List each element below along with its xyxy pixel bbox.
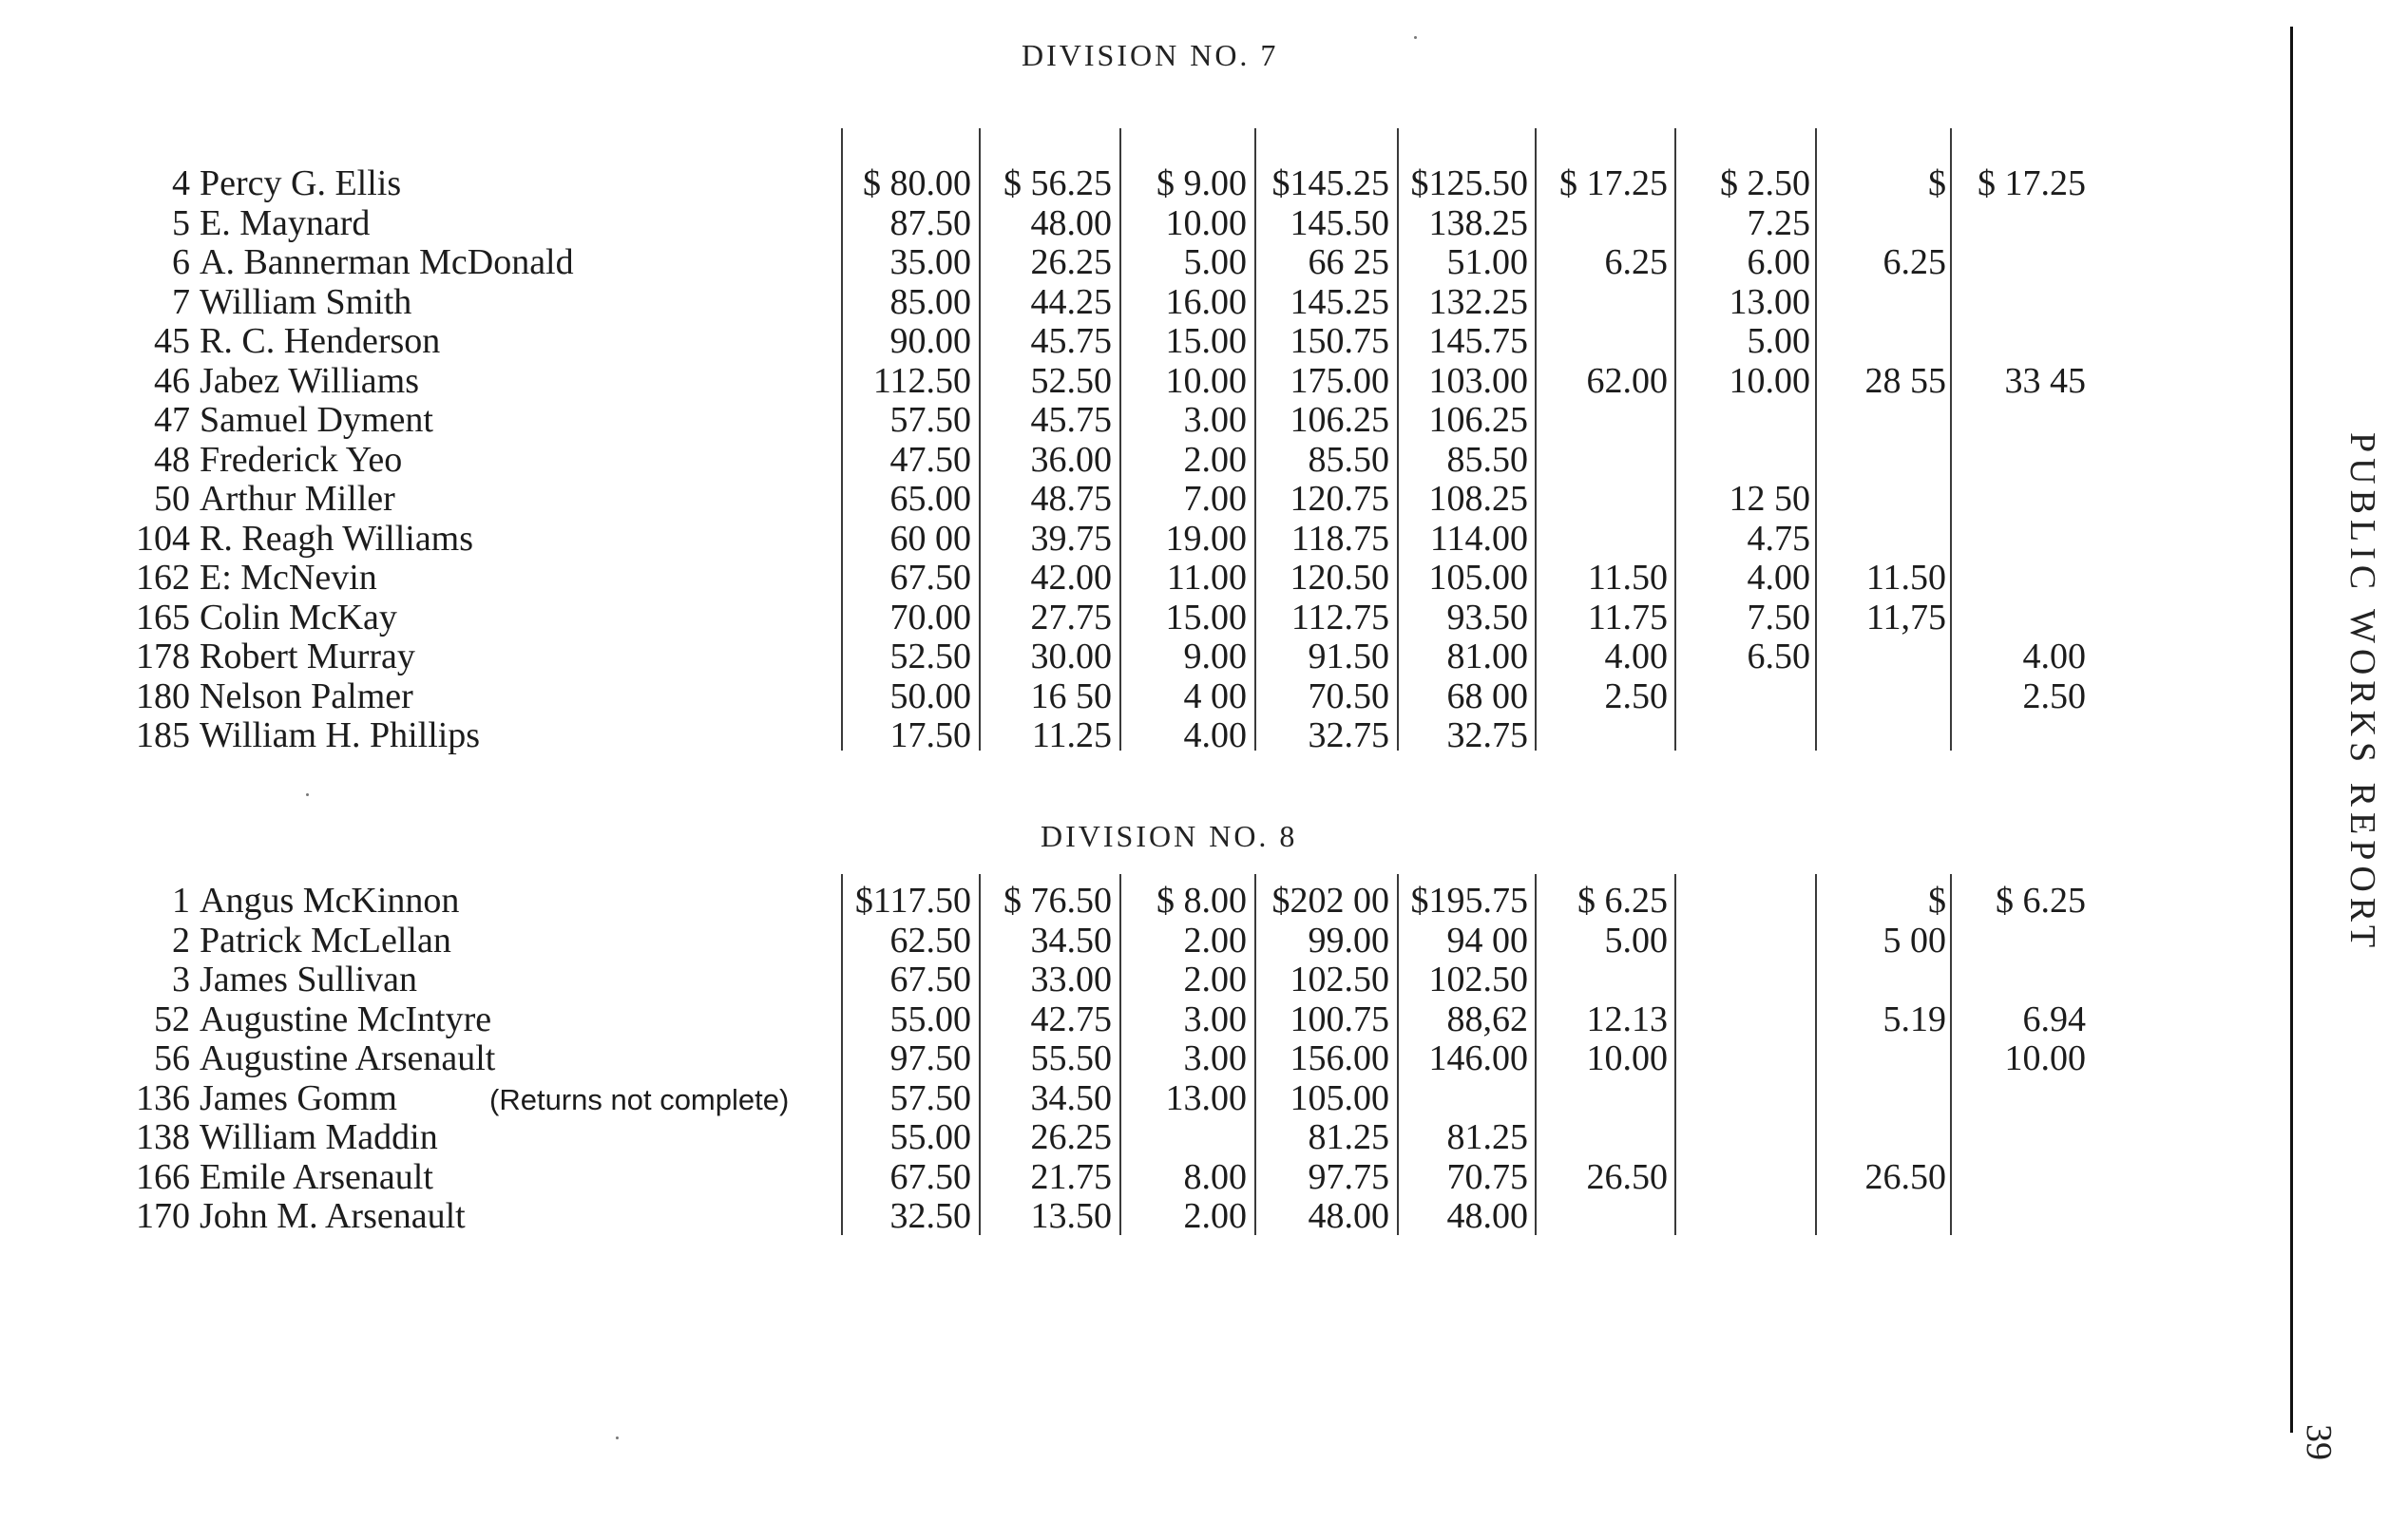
amount-cell: 90.00	[889, 321, 971, 361]
amount-cell: $145.25	[1271, 163, 1389, 203]
amount-cell: 52.50	[1030, 361, 1112, 401]
amount-cell: 36.00	[1030, 440, 1112, 480]
amount-cell: 70.75	[1446, 1157, 1528, 1197]
division-heading: DIVISION NO. 8	[1041, 819, 1298, 853]
row-name: Augustine McIntyre	[200, 999, 492, 1039]
amount-cell: 81.25	[1446, 1117, 1528, 1157]
amount-cell: 146.00	[1428, 1038, 1528, 1078]
amount-cell: 105.00	[1290, 1078, 1389, 1118]
amount-cell: 105.00	[1428, 558, 1528, 598]
amount-cell: 32.50	[889, 1196, 971, 1236]
amount-cell: 10.00	[1165, 203, 1247, 243]
amount-cell: 10.00	[1165, 361, 1247, 401]
row-name: Samuel Dyment	[200, 400, 433, 440]
amount-cell: $ 6.25	[1577, 881, 1668, 921]
table-row	[0, 558, 2138, 598]
amount-cell: 11.00	[1166, 558, 1247, 598]
row-number: 3	[172, 960, 190, 999]
amount-cell: 11.75	[1587, 598, 1668, 637]
amount-cell: 48.00	[1308, 1196, 1389, 1236]
amount-cell: 97.75	[1308, 1157, 1389, 1197]
amount-cell: 97.50	[889, 1038, 971, 1078]
row-name: William Maddin	[200, 1117, 438, 1157]
row-number: 48	[154, 440, 190, 480]
amount-cell: 48.75	[1030, 479, 1112, 519]
amount-cell: $ 56.25	[1003, 163, 1112, 203]
table-row	[0, 479, 2138, 519]
amount-cell: 27.75	[1030, 598, 1112, 637]
amount-cell: 42.00	[1030, 558, 1112, 598]
amount-cell: 5.00	[1183, 242, 1247, 282]
amount-cell: 114.00	[1429, 519, 1528, 559]
page-number: 39	[2299, 1424, 2339, 1460]
amount-cell: 34.50	[1030, 1078, 1112, 1118]
row-name: William Smith	[200, 282, 412, 322]
amount-cell: 10.00	[1586, 1038, 1668, 1078]
row-number: 138	[136, 1117, 190, 1157]
row-number: 47	[154, 400, 190, 440]
row-number: 52	[154, 999, 190, 1039]
amount-cell: 145.75	[1428, 321, 1528, 361]
amount-cell: 145.25	[1290, 282, 1389, 322]
row-name: Colin McKay	[200, 598, 397, 637]
row-name: Robert Murray	[200, 637, 415, 676]
amount-cell: $	[1928, 163, 1946, 203]
table-row	[0, 598, 2138, 637]
amount-cell: 19.00	[1165, 519, 1247, 559]
amount-cell: 16.00	[1165, 282, 1247, 322]
amount-cell: 32.75	[1446, 715, 1528, 755]
amount-cell: 6.25	[1882, 242, 1946, 282]
row-name: Angus McKinnon	[200, 881, 460, 921]
amount-cell: 2.00	[1183, 440, 1247, 480]
amount-cell: 5.00	[1747, 321, 1810, 361]
amount-cell: 33.00	[1030, 960, 1112, 999]
table-row	[0, 921, 2138, 961]
amount-cell: 138.25	[1428, 203, 1528, 243]
table-row	[0, 163, 2138, 203]
row-number: 46	[154, 361, 190, 401]
amount-cell: 11.25	[1031, 715, 1112, 755]
row-number: 104	[136, 519, 190, 559]
amount-cell: 9.00	[1183, 637, 1247, 676]
amount-cell: $202 00	[1271, 881, 1389, 921]
amount-cell: 5.00	[1604, 921, 1668, 961]
amount-cell: 81.00	[1446, 637, 1528, 676]
row-name: Nelson Palmer	[200, 676, 413, 716]
amount-cell: 7.00	[1183, 479, 1247, 519]
row-name: James Sullivan	[200, 960, 418, 999]
amount-cell: 7.25	[1747, 203, 1810, 243]
amount-cell: 2.50	[2022, 676, 2086, 716]
amount-cell: 108.25	[1428, 479, 1528, 519]
amount-cell: 21.75	[1030, 1157, 1112, 1197]
row-name: R. C. Henderson	[200, 321, 441, 361]
amount-cell: 55.00	[889, 999, 971, 1039]
amount-cell: $117.50	[854, 881, 971, 921]
amount-cell: 93.50	[1446, 598, 1528, 637]
amount-cell: 62.50	[889, 921, 971, 961]
table-row	[0, 960, 2138, 999]
amount-cell: 4 00	[1183, 676, 1247, 716]
print-speck	[306, 793, 309, 796]
table-row	[0, 881, 2138, 921]
table-row	[0, 361, 2138, 401]
amount-cell: 35.00	[889, 242, 971, 282]
amount-cell: 7.50	[1747, 598, 1810, 637]
amount-cell: 3.00	[1183, 999, 1247, 1039]
amount-cell: 11.50	[1865, 558, 1946, 598]
amount-cell: $ 17.25	[1559, 163, 1668, 203]
amount-cell: 62.00	[1586, 361, 1668, 401]
table-row	[0, 637, 2138, 676]
amount-cell: 12.13	[1586, 999, 1668, 1039]
amount-cell: 87.50	[889, 203, 971, 243]
amount-cell: 5 00	[1882, 921, 1946, 961]
row-number: 4	[172, 163, 190, 203]
row-number: 56	[154, 1038, 190, 1078]
table-row	[0, 676, 2138, 716]
row-name: E: McNevin	[200, 558, 377, 598]
table-row	[0, 715, 2138, 755]
amount-cell: 112.75	[1290, 598, 1389, 637]
amount-cell: 112.50	[872, 361, 971, 401]
print-speck	[616, 1436, 619, 1439]
amount-cell: 70.00	[889, 598, 971, 637]
table-row	[0, 519, 2138, 559]
row-name: Patrick McLellan	[200, 921, 451, 961]
row-number: 180	[136, 676, 190, 716]
amount-cell: 100.75	[1290, 999, 1389, 1039]
row-number: 1	[172, 881, 190, 921]
amount-cell: 57.50	[889, 1078, 971, 1118]
table-row	[0, 999, 2138, 1039]
amount-cell: 30.00	[1030, 637, 1112, 676]
amount-cell: 4.75	[1747, 519, 1810, 559]
amount-cell: 26.50	[1864, 1157, 1946, 1197]
amount-cell: 52.50	[889, 637, 971, 676]
row-number: 2	[172, 921, 190, 961]
amount-cell: 55.50	[1030, 1038, 1112, 1078]
table-row	[0, 400, 2138, 440]
amount-cell: 118.75	[1290, 519, 1389, 559]
amount-cell: $ 80.00	[863, 163, 971, 203]
amount-cell: 48.00	[1030, 203, 1112, 243]
row-name: E. Maynard	[200, 203, 371, 243]
amount-cell: 67.50	[889, 558, 971, 598]
row-name: James Gomm	[200, 1078, 397, 1118]
amount-cell: 55.00	[889, 1117, 971, 1157]
amount-cell: 99.00	[1308, 921, 1389, 961]
amount-cell: 68 00	[1446, 676, 1528, 716]
amount-cell: 34.50	[1030, 921, 1112, 961]
amount-cell: 17.50	[889, 715, 971, 755]
amount-cell: 16 50	[1030, 676, 1112, 716]
amount-cell: $125.50	[1410, 163, 1528, 203]
amount-cell: 94 00	[1446, 921, 1528, 961]
amount-cell: 10.00	[1729, 361, 1810, 401]
amount-cell: 120.50	[1290, 558, 1389, 598]
amount-cell: 45.75	[1030, 400, 1112, 440]
page-edge-rule	[2290, 27, 2293, 1433]
amount-cell: 50.00	[889, 676, 971, 716]
table-row	[0, 1157, 2138, 1197]
amount-cell: 85.50	[1446, 440, 1528, 480]
row-note: (Returns not complete)	[489, 1083, 790, 1116]
amount-cell: $195.75	[1410, 881, 1528, 921]
amount-cell: 26.50	[1586, 1157, 1668, 1197]
print-speck	[1414, 36, 1417, 39]
table-row	[0, 440, 2138, 480]
amount-cell: 28 55	[1864, 361, 1946, 401]
amount-cell: 4.00	[1183, 715, 1247, 755]
amount-cell: 13.00	[1165, 1078, 1247, 1118]
amount-cell: 26.25	[1030, 242, 1112, 282]
amount-cell: 47.50	[889, 440, 971, 480]
row-number: 45	[154, 321, 190, 361]
amount-cell: 5.19	[1882, 999, 1946, 1039]
amount-cell: 6.25	[1604, 242, 1668, 282]
row-number: 170	[136, 1196, 190, 1236]
row-number: 6	[172, 242, 190, 282]
row-name: Frederick Yeo	[200, 440, 403, 480]
amount-cell: 44.25	[1030, 282, 1112, 322]
row-name: R. Reagh Williams	[200, 519, 474, 559]
amount-cell: 67.50	[889, 1157, 971, 1197]
amount-cell: 150.75	[1290, 321, 1389, 361]
amount-cell: 85.00	[889, 282, 971, 322]
amount-cell: 13.00	[1729, 282, 1810, 322]
amount-cell: 85.50	[1308, 440, 1389, 480]
amount-cell: 60 00	[889, 519, 971, 559]
amount-cell: 26.25	[1030, 1117, 1112, 1157]
amount-cell: 11.50	[1587, 558, 1668, 598]
amount-cell: 32.75	[1308, 715, 1389, 755]
amount-cell: 81.25	[1308, 1117, 1389, 1157]
amount-cell: 6.50	[1747, 637, 1810, 676]
row-number: 185	[136, 715, 190, 755]
amount-cell: $ 2.50	[1720, 163, 1810, 203]
amount-cell: 67.50	[889, 960, 971, 999]
amount-cell: 145.50	[1290, 203, 1389, 243]
amount-cell: 3.00	[1183, 400, 1247, 440]
row-number: 50	[154, 479, 190, 519]
amount-cell: 3.00	[1183, 1038, 1247, 1078]
table-row	[0, 203, 2138, 243]
row-name: Percy G. Ellis	[200, 163, 402, 203]
amount-cell: $ 6.25	[1996, 881, 2086, 921]
row-name: A. Bannerman McDonald	[200, 242, 574, 282]
amount-cell: $ 17.25	[1978, 163, 2086, 203]
amount-cell: 2.50	[1604, 676, 1668, 716]
amount-cell: 102.50	[1428, 960, 1528, 999]
amount-cell: 51.00	[1446, 242, 1528, 282]
row-number: 165	[136, 598, 190, 637]
row-name: William H. Phillips	[200, 715, 481, 755]
amount-cell: 15.00	[1165, 598, 1247, 637]
division-heading: DIVISION NO. 7	[1022, 38, 1279, 72]
row-name: Augustine Arsenault	[200, 1038, 496, 1078]
row-name: John M. Arsenault	[200, 1196, 466, 1236]
table-row	[0, 1078, 2138, 1118]
amount-cell: 65.00	[889, 479, 971, 519]
row-number: 7	[172, 282, 190, 322]
row-number: 162	[136, 558, 190, 598]
amount-cell: 33 45	[2004, 361, 2086, 401]
amount-cell: 103.00	[1428, 361, 1528, 401]
row-name: Jabez Williams	[200, 361, 419, 401]
amount-cell: 15.00	[1165, 321, 1247, 361]
amount-cell: $ 9.00	[1156, 163, 1247, 203]
row-number: 166	[136, 1157, 190, 1197]
amount-cell: 106.25	[1290, 400, 1389, 440]
table-row	[0, 321, 2138, 361]
table-row	[0, 1117, 2138, 1157]
amount-cell: 120.75	[1290, 479, 1389, 519]
amount-cell: 2.00	[1183, 1196, 1247, 1236]
amount-cell: 2.00	[1183, 960, 1247, 999]
amount-cell: 48.00	[1446, 1196, 1528, 1236]
amount-cell: 8.00	[1183, 1157, 1247, 1197]
amount-cell: 102.50	[1290, 960, 1389, 999]
amount-cell: 4.00	[1747, 558, 1810, 598]
amount-cell: 10.00	[2004, 1038, 2086, 1078]
amount-cell: 88,62	[1446, 999, 1528, 1039]
amount-cell: 70.50	[1308, 676, 1389, 716]
amount-cell: 12 50	[1729, 479, 1810, 519]
amount-cell: 132.25	[1428, 282, 1528, 322]
running-title: PUBLIC WORKS REPORT	[2342, 432, 2382, 954]
amount-cell: 57.50	[889, 400, 971, 440]
row-number: 5	[172, 203, 190, 243]
table-row	[0, 282, 2138, 322]
amount-cell: $ 76.50	[1003, 881, 1112, 921]
amount-cell: 4.00	[2022, 637, 2086, 676]
row-number: 178	[136, 637, 190, 676]
amount-cell: 175.00	[1290, 361, 1389, 401]
amount-cell: 156.00	[1290, 1038, 1389, 1078]
amount-cell: 13.50	[1030, 1196, 1112, 1236]
amount-cell: 4.00	[1604, 637, 1668, 676]
amount-cell: 45.75	[1030, 321, 1112, 361]
amount-cell: 106.25	[1428, 400, 1528, 440]
amount-cell: $	[1928, 881, 1946, 921]
amount-cell: 91.50	[1308, 637, 1389, 676]
amount-cell: 39.75	[1030, 519, 1112, 559]
amount-cell: 42.75	[1030, 999, 1112, 1039]
amount-cell: $ 8.00	[1156, 881, 1247, 921]
amount-cell: 66 25	[1308, 242, 1389, 282]
row-name: Arthur Miller	[200, 479, 395, 519]
table-row	[0, 1196, 2138, 1236]
amount-cell: 2.00	[1183, 921, 1247, 961]
table-row	[0, 1038, 2138, 1078]
amount-cell: 6.00	[1747, 242, 1810, 282]
amount-cell: 6.94	[2022, 999, 2086, 1039]
row-number: 136	[136, 1078, 190, 1118]
table-row	[0, 242, 2138, 282]
amount-cell: 11,75	[1865, 598, 1946, 637]
row-name: Emile Arsenault	[200, 1157, 433, 1197]
